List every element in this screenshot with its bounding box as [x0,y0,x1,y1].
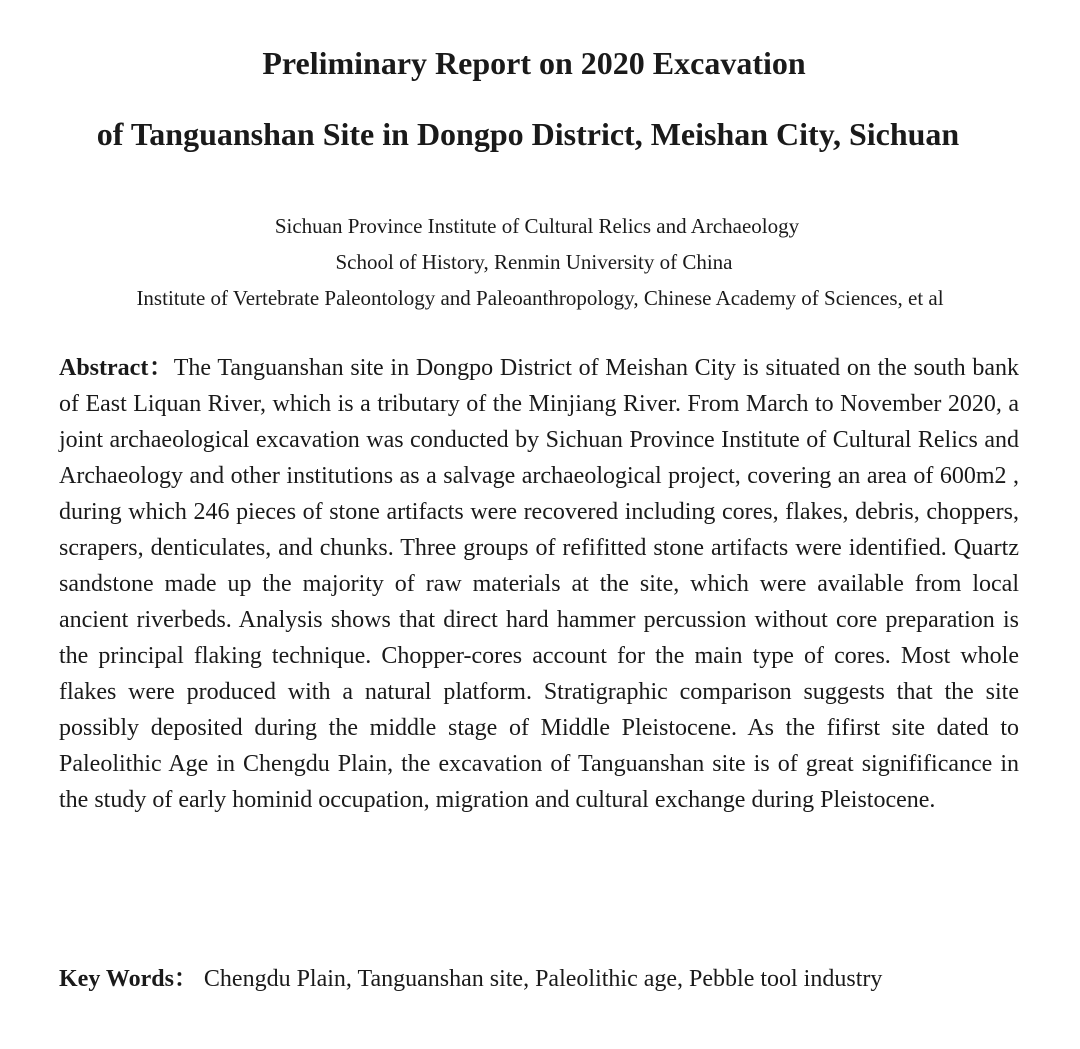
keywords-line [59,961,1049,997]
affiliation-renmin-university: School of History, Renmin University of China [335,250,733,274]
title-line-1: Preliminary Report on 2020 Excavation [262,45,806,81]
affiliation-ivpp: Institute of Vertebrate Paleontology and Paleoanthropology, Chinese Academy of Sciences, et al [136,286,944,310]
affiliations [0,208,1080,316]
keywords-text: Chengdu Plain, Tanguanshan site, Paleolithic age, Pebble tool industry [203,966,883,992]
title-line-2: of Tanguanshan Site in Dongpo District, Meishan City, Sichuan [96,116,960,152]
keywords-label: Key Words： [59,966,198,992]
abstract-text: The Tanguanshan site in Dongpo District of Meishan City is situated on the south bank of East Liquan River, which is a tributary of the Minjiang River. From March to November 2020, a joint archaeological excavation was conducted by Sichuan Province Institute of Cultural Relics and Archaeology and other institutions as a salvage archaeological project, covering an area of 600m2 , during which 246 pieces of stone artifacts were recovered including cores, flakes, debris, choppers, scrapers, denticulates, and chunks. Three groups of refifitted stone artifacts were identified. Quartz sandstone made up the majority of raw materials at the site, which were available from local ancient riverbeds. Analysis shows that direct hard hammer percussion without core preparation is the principal flaking technique. Chopper-cores account for the main type of cores. Most whole flakes were produced with a natural platform. Stratigraphic comparison suggests that the site possibly deposited during the middle stage of Middle Pleistocene. As the fifirst site dated to Paleolithic Age in Chengdu Plain, the excavation of Tanguanshan site is of great signifificance in the study of early hominid occupation, migration and cultural exchange during Pleistocene. [59,355,1019,813]
affiliation-sichuan-institute: Sichuan Province Institute of Cultural Relics and Archaeology [274,214,800,238]
abstract-paragraph [59,350,1019,818]
abstract-label: Abstract： [59,355,174,381]
